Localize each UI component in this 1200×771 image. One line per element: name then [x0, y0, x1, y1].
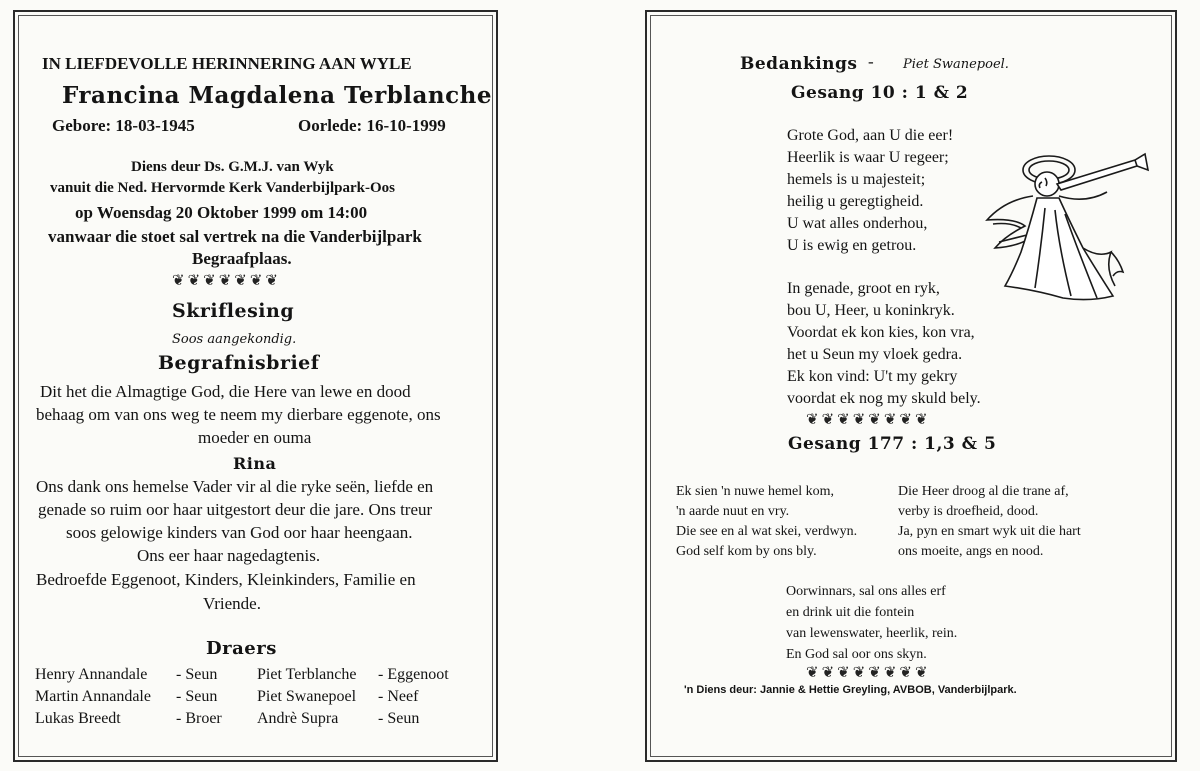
hymn-line: In genade, groot en ryk, [787, 280, 940, 297]
letter-line: behaag om van ons weg te neem my dierbare eggenote, ons [36, 405, 441, 424]
letter-line: Dit het die Almagtige God, die Here van lewe en dood [40, 382, 411, 401]
bearer-relation: - Neef [378, 688, 419, 705]
bearers-title: Draers [206, 638, 277, 659]
bearer-relation: - Seun [176, 666, 218, 683]
hymn-line: Voordat ek kon kies, kon vra, [787, 324, 975, 341]
service-line: op Woensdag 20 Oktober 1999 om 14:00 [75, 203, 368, 222]
bearer-relation: - Seun [176, 688, 218, 705]
service-line: vanuit die Ned. Hervormde Kerk Vanderbijlpark-Oos [50, 180, 396, 196]
floral-ornament: ❦❦❦❦❦❦❦ [172, 273, 281, 289]
hymn-line: heilig u geregtigheid. [787, 193, 924, 210]
hymn-line: en drink uit die fontein [786, 605, 915, 620]
funeral-service-footer: 'n Diens deur: Jannie & Hettie Greyling, AVBOB, Vanderbijlpark. [684, 684, 1017, 696]
letter-line: moeder en ouma [198, 428, 312, 447]
reading-note: Soos aangekondig. [172, 332, 297, 347]
hymn-line: verby is droefheid, dood. [898, 504, 1039, 519]
bearer-relation: - Broer [176, 710, 222, 727]
hymn-line: voordat ek nog my skuld bely. [787, 390, 981, 407]
hymn-line: 'n aarde nuut en vry. [676, 504, 790, 519]
thanks-line: Ons eer haar nagedagtenis. [137, 546, 321, 565]
nickname: Rina [233, 454, 277, 473]
death-date: Oorlede: 16-10-1999 [298, 116, 446, 135]
hymn-line: Die Heer droog al die trane af, [898, 484, 1069, 499]
hymn-line: ons moeite, angs en nood. [898, 544, 1044, 559]
hymn2-title: Gesang 177 : 1,3 & 5 [788, 434, 997, 454]
hymn-line: God self kom by ons bly. [676, 544, 817, 559]
hymn-line: het u Seun my vloek gedra. [787, 346, 963, 363]
angel-trumpet-icon [985, 148, 1165, 308]
floral-ornament: ❦❦❦❦❦❦❦❦ [806, 665, 931, 681]
thanks-line: soos gelowige kinders van God oor haar heengaan. [66, 523, 413, 542]
service-line: Diens deur Ds. G.M.J. van Wyk [131, 159, 334, 175]
hymn-line: Ek kon vind: U't my gekry [787, 368, 958, 385]
hymn-line: U is ewig en getrou. [787, 237, 917, 254]
memorial-heading: IN LIEFDEVOLLE HERINNERING AAN WYLE [42, 54, 412, 73]
letter-title: Begrafnisbrief [158, 352, 320, 374]
bearer-name: Andrè Supra [257, 710, 339, 727]
hymn-line: hemels is u majesteit; [787, 171, 926, 188]
bereaved-line: Bedroefde Eggenoot, Kinders, Kleinkinders, Familie en [36, 570, 416, 589]
birth-date: Gebore: 18-03-1945 [52, 116, 195, 135]
hymn1-title: Gesang 10 : 1 & 2 [791, 83, 969, 103]
hymn-line: van lewenswater, heerlik, rein. [786, 626, 958, 641]
bearer-name: Henry Annandale [35, 666, 148, 683]
service-line: Begraafplaas. [192, 249, 292, 268]
hymn-line: U wat alles onderhou, [787, 215, 928, 232]
hymn-line: Oorwinnars, sal ons alles erf [786, 584, 946, 599]
bearer-name: Piet Terblanche [257, 666, 357, 683]
bearer-name: Piet Swanepoel [257, 688, 357, 705]
floral-ornament: ❦❦❦❦❦❦❦❦ [806, 412, 931, 428]
hymn-line: Grote God, aan U die eer! [787, 127, 954, 144]
hymn-line: Die see en al wat skei, verdwyn. [676, 524, 858, 539]
thanks-dash: - [868, 52, 874, 71]
bearer-name: Martin Annandale [35, 688, 151, 705]
service-line: vanwaar die stoet sal vertrek na die Vanderbijlpark [48, 227, 422, 246]
deceased-name: Francina Magdalena Terblanche [62, 82, 493, 109]
bearer-relation: - Eggenoot [378, 666, 449, 683]
thanks-by: Piet Swanepoel. [903, 57, 1009, 72]
bearer-name: Lukas Breedt [35, 710, 121, 727]
hymn-line: bou U, Heer, u koninkryk. [787, 302, 955, 319]
bearer-relation: - Seun [378, 710, 420, 727]
thanks-title: Bedankings [740, 54, 858, 74]
hymn-line: Ek sien 'n nuwe hemel kom, [676, 484, 835, 499]
bereaved-line: Vriende. [203, 594, 261, 613]
thanks-line: genade so ruim oor haar uitgestort deur die jare. Ons treur [38, 500, 433, 519]
reading-title: Skriflesing [172, 300, 295, 322]
hymn-line: Ja, pyn en smart wyk uit die hart [898, 524, 1081, 539]
thanks-line: Ons dank ons hemelse Vader vir al die ryke seën, liefde en [36, 477, 434, 496]
hymn-line: Heerlik is waar U regeer; [787, 149, 949, 166]
hymn-line: En God sal oor ons skyn. [786, 647, 927, 662]
